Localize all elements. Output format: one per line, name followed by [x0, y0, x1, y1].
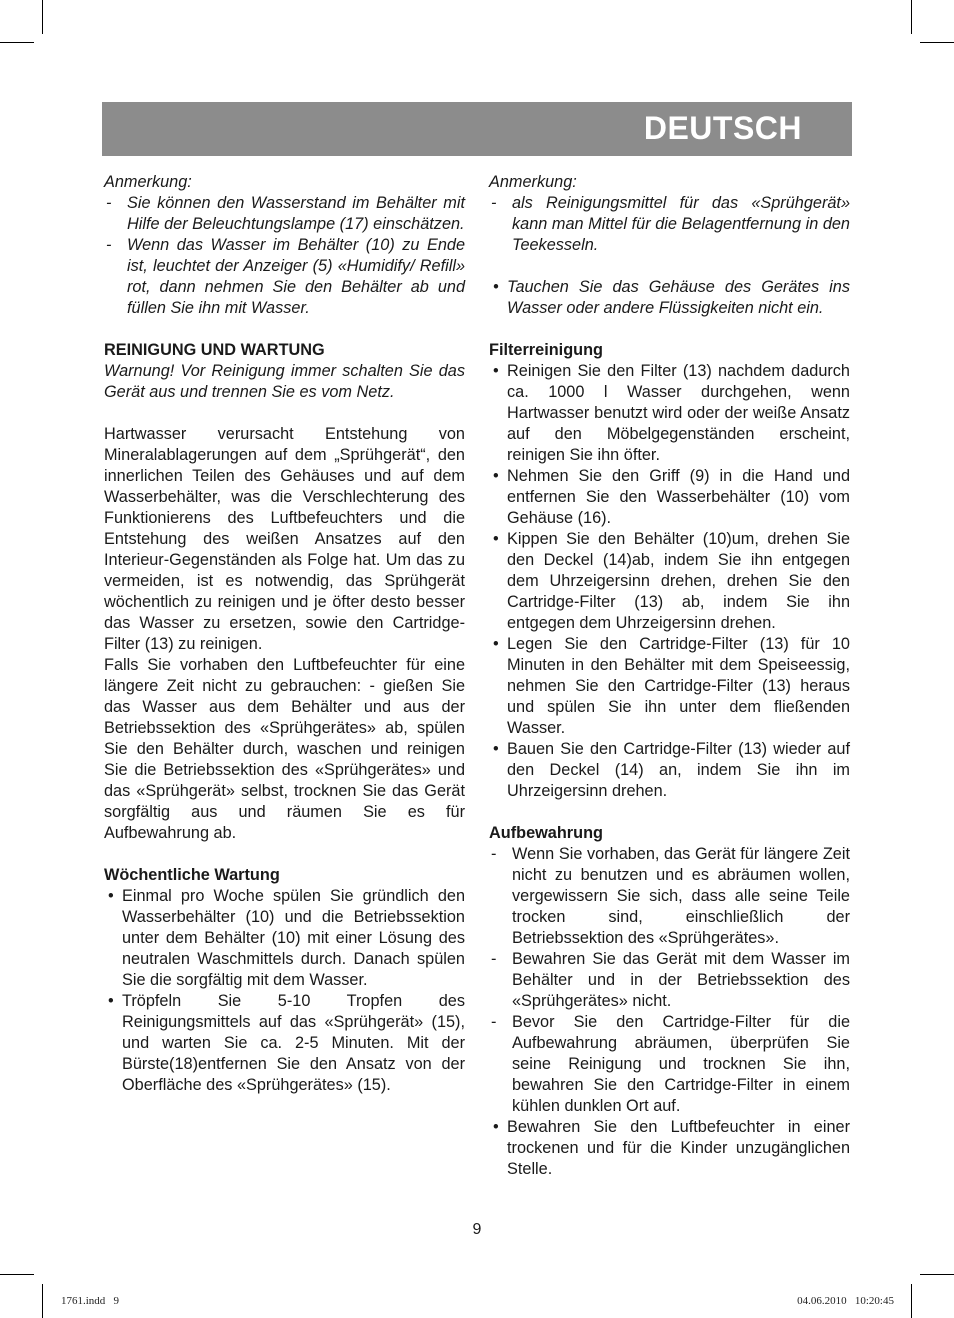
language-header-bar [102, 102, 852, 156]
page-number: 9 [472, 1221, 482, 1238]
dash-marker: - [491, 950, 497, 968]
dash-marker: - [491, 1013, 497, 1031]
paragraph-long-storage: Falls Sie vorhaben den Luftbefeuchter für eine längere Zeit nicht zu gebrauchen: - gießen Sie das Wasser aus dem Behälter und aus der Betriebssektion des «Sprühgerätes» ab, spülen Sie den Behälter durch, waschen und reinigen Sie die Betriebssektion des «Sprühgerätes» und das «Sprühgerät» selbst, trocknen Sie das Gerät sorgfältig aus und räumen Sie es für Aufbewahrung ab. [104, 656, 465, 842]
dash-marker: - [491, 194, 497, 212]
note-label: Anmerkung: [489, 173, 577, 191]
filter-item: • Reinigen Sie den Filter (13) nachdem dadurch ca. 1000 l Wasser durchgehen, wenn Hartwasser benutzt wird oder der weiße Ansatz auf den Möbelgegenständen erscheint, reinigen Sie ihn öfter. [493, 362, 850, 464]
bullet-marker: • [493, 278, 499, 296]
paragraph-hard-water: Hartwasser verursacht Entstehung von Mineralablagerungen auf dem „Sprühgerät“, den innerlichen Teilen des Gehäuses und auf dem Wasserbehälter, was die Verschlechterung des Funktionierens des Luftbefeuchters und die Entstehung des weißen Ansatzes auf den Interieur-Gegenständen als Folge hat. Um das zu vermeiden, ist es notwendig, das Sprühgerät wöchentlich zu reinigen und je öfter desto besser das Wasser zu ersetzen, sowie den Cartridge-Filter (13) zu reinigen. [104, 425, 465, 653]
note-bullet: • Tauchen Sie das Gehäuse des Gerätes ins Wasser oder andere Flüssigkeiten nicht ein. [493, 278, 850, 317]
bullet-marker: • [108, 887, 114, 905]
bullet-marker: • [493, 362, 499, 380]
bullet-marker: • [493, 1118, 499, 1136]
storage-item: - Bewahren Sie das Gerät mit dem Wasser im Behälter und in der Betriebssektion des «Sprühgerätes» nicht. [491, 950, 850, 1010]
section-heading-storage: Aufbewahrung [489, 824, 603, 842]
note-item: - Sie können den Wasserstand im Behälter mit Hilfe der Beleuchtungslampe (17) einschätzen. [106, 194, 465, 233]
dash-marker: - [491, 845, 497, 863]
storage-bullet: • Bewahren Sie den Luftbefeuchter in einer trockenen und für die Kinder unzugänglichen Stelle. [493, 1118, 850, 1178]
filter-item: • Bauen Sie den Cartridge-Filter (13) wieder auf den Deckel (14) an, indem Sie ihn im Uhrzeigersinn drehen. [493, 740, 850, 800]
filter-item: • Kippen Sie den Behälter (10)um, drehen Sie den Deckel (14)ab, indem Sie ihn entgegen dem Uhrzeigersinn drehen, drehen Sie den Cartridge-Filter (13) ab, indem Sie ihn entgegen dem Uhrzeigersinn drehen. [493, 530, 850, 632]
language-title: DEUTSCH [643, 110, 802, 146]
storage-item: - Bevor Sie den Cartridge-Filter für die Aufbewahrung abräumen, überprüfen Sie seine Reinigung und trocknen Sie ihn, bewahren Sie den Cartridge-Filter in einem kühlen dunklen Ort auf. [491, 1013, 850, 1115]
crop-mark [920, 1274, 954, 1275]
bullet-marker: • [108, 992, 114, 1010]
dash-marker: - [106, 236, 112, 254]
crop-mark [911, 0, 912, 34]
bullet-marker: • [493, 740, 499, 758]
print-slug-file: 1761.indd 9 [61, 1295, 120, 1307]
print-slug-date: 04.06.2010 10:20:45 [797, 1295, 894, 1307]
filter-item: • Nehmen Sie den Griff (9) in die Hand und entfernen Sie den Wasserbehälter (10) vom Gehäuse (16). [493, 467, 850, 527]
weekly-item: • Einmal pro Woche spülen Sie gründlich den Wasserbehälter (10) und die Betriebssektion unter dem Behälter (10) mit einer Lösung des neutralen Waschmittels durch. Danach spülen Sie die sorgfältig mit dem Wasser. [108, 887, 465, 989]
section-heading-weekly: Wöchentliche Wartung [104, 866, 280, 884]
weekly-item: • Tröpfeln Sie 5-10 Tropfen des Reinigungsmittels auf das «Sprühgerät» (15), und warten Sie ca. 2-5 Minuten. Mit der Bürste(18)entfernen Sie den Ansatz von der Oberfläche des «Sprühgerätes» (15). [108, 992, 465, 1094]
note-label: Anmerkung: [104, 173, 192, 191]
crop-mark [0, 42, 34, 43]
bullet-marker: • [493, 530, 499, 548]
dash-marker: - [106, 194, 112, 212]
crop-mark [42, 1284, 43, 1318]
bullet-marker: • [493, 635, 499, 653]
storage-item: - Wenn Sie vorhaben, das Gerät für längere Zeit nicht zu benutzen und es abräumen wollen, vergewissern Sie sich, dass alle seine Teile trocken sind, einschließlich der Betriebssektion des «Sprühgerätes». [491, 845, 850, 947]
crop-mark [0, 1274, 34, 1275]
note-item: - Wenn das Wasser im Behälter (10) zu Ende ist, leuchtet der Anzeiger (5) «Humidify/ Refill» rot, dann nehmen Sie den Behälter ab und füllen Sie ihn mit Wasser. [106, 236, 465, 317]
bullet-marker: • [493, 467, 499, 485]
filter-item: • Legen Sie den Cartridge-Filter (13) für 10 Minuten in den Behälter mit dem Speiseessig, nehmen Sie den Cartridge-Filter (13) heraus und spülen Sie ihn unter dem fließenden Wasser. [493, 635, 850, 737]
section-heading-cleaning: REINIGUNG UND WARTUNG [104, 341, 325, 359]
crop-mark [42, 0, 43, 34]
note-item: - als Reinigungsmittel für das «Sprühgerät» kann man Mittel für die Belagentfernung in den Teekesseln. [491, 194, 850, 254]
right-column [489, 172, 850, 1180]
warning-text: Warnung! Vor Reinigung immer schalten Sie das Gerät aus und trennen Sie es vom Netz. [104, 362, 465, 401]
left-column [104, 172, 465, 1096]
crop-mark [911, 1284, 912, 1318]
crop-mark [920, 42, 954, 43]
section-heading-filter: Filterreinigung [489, 341, 603, 359]
